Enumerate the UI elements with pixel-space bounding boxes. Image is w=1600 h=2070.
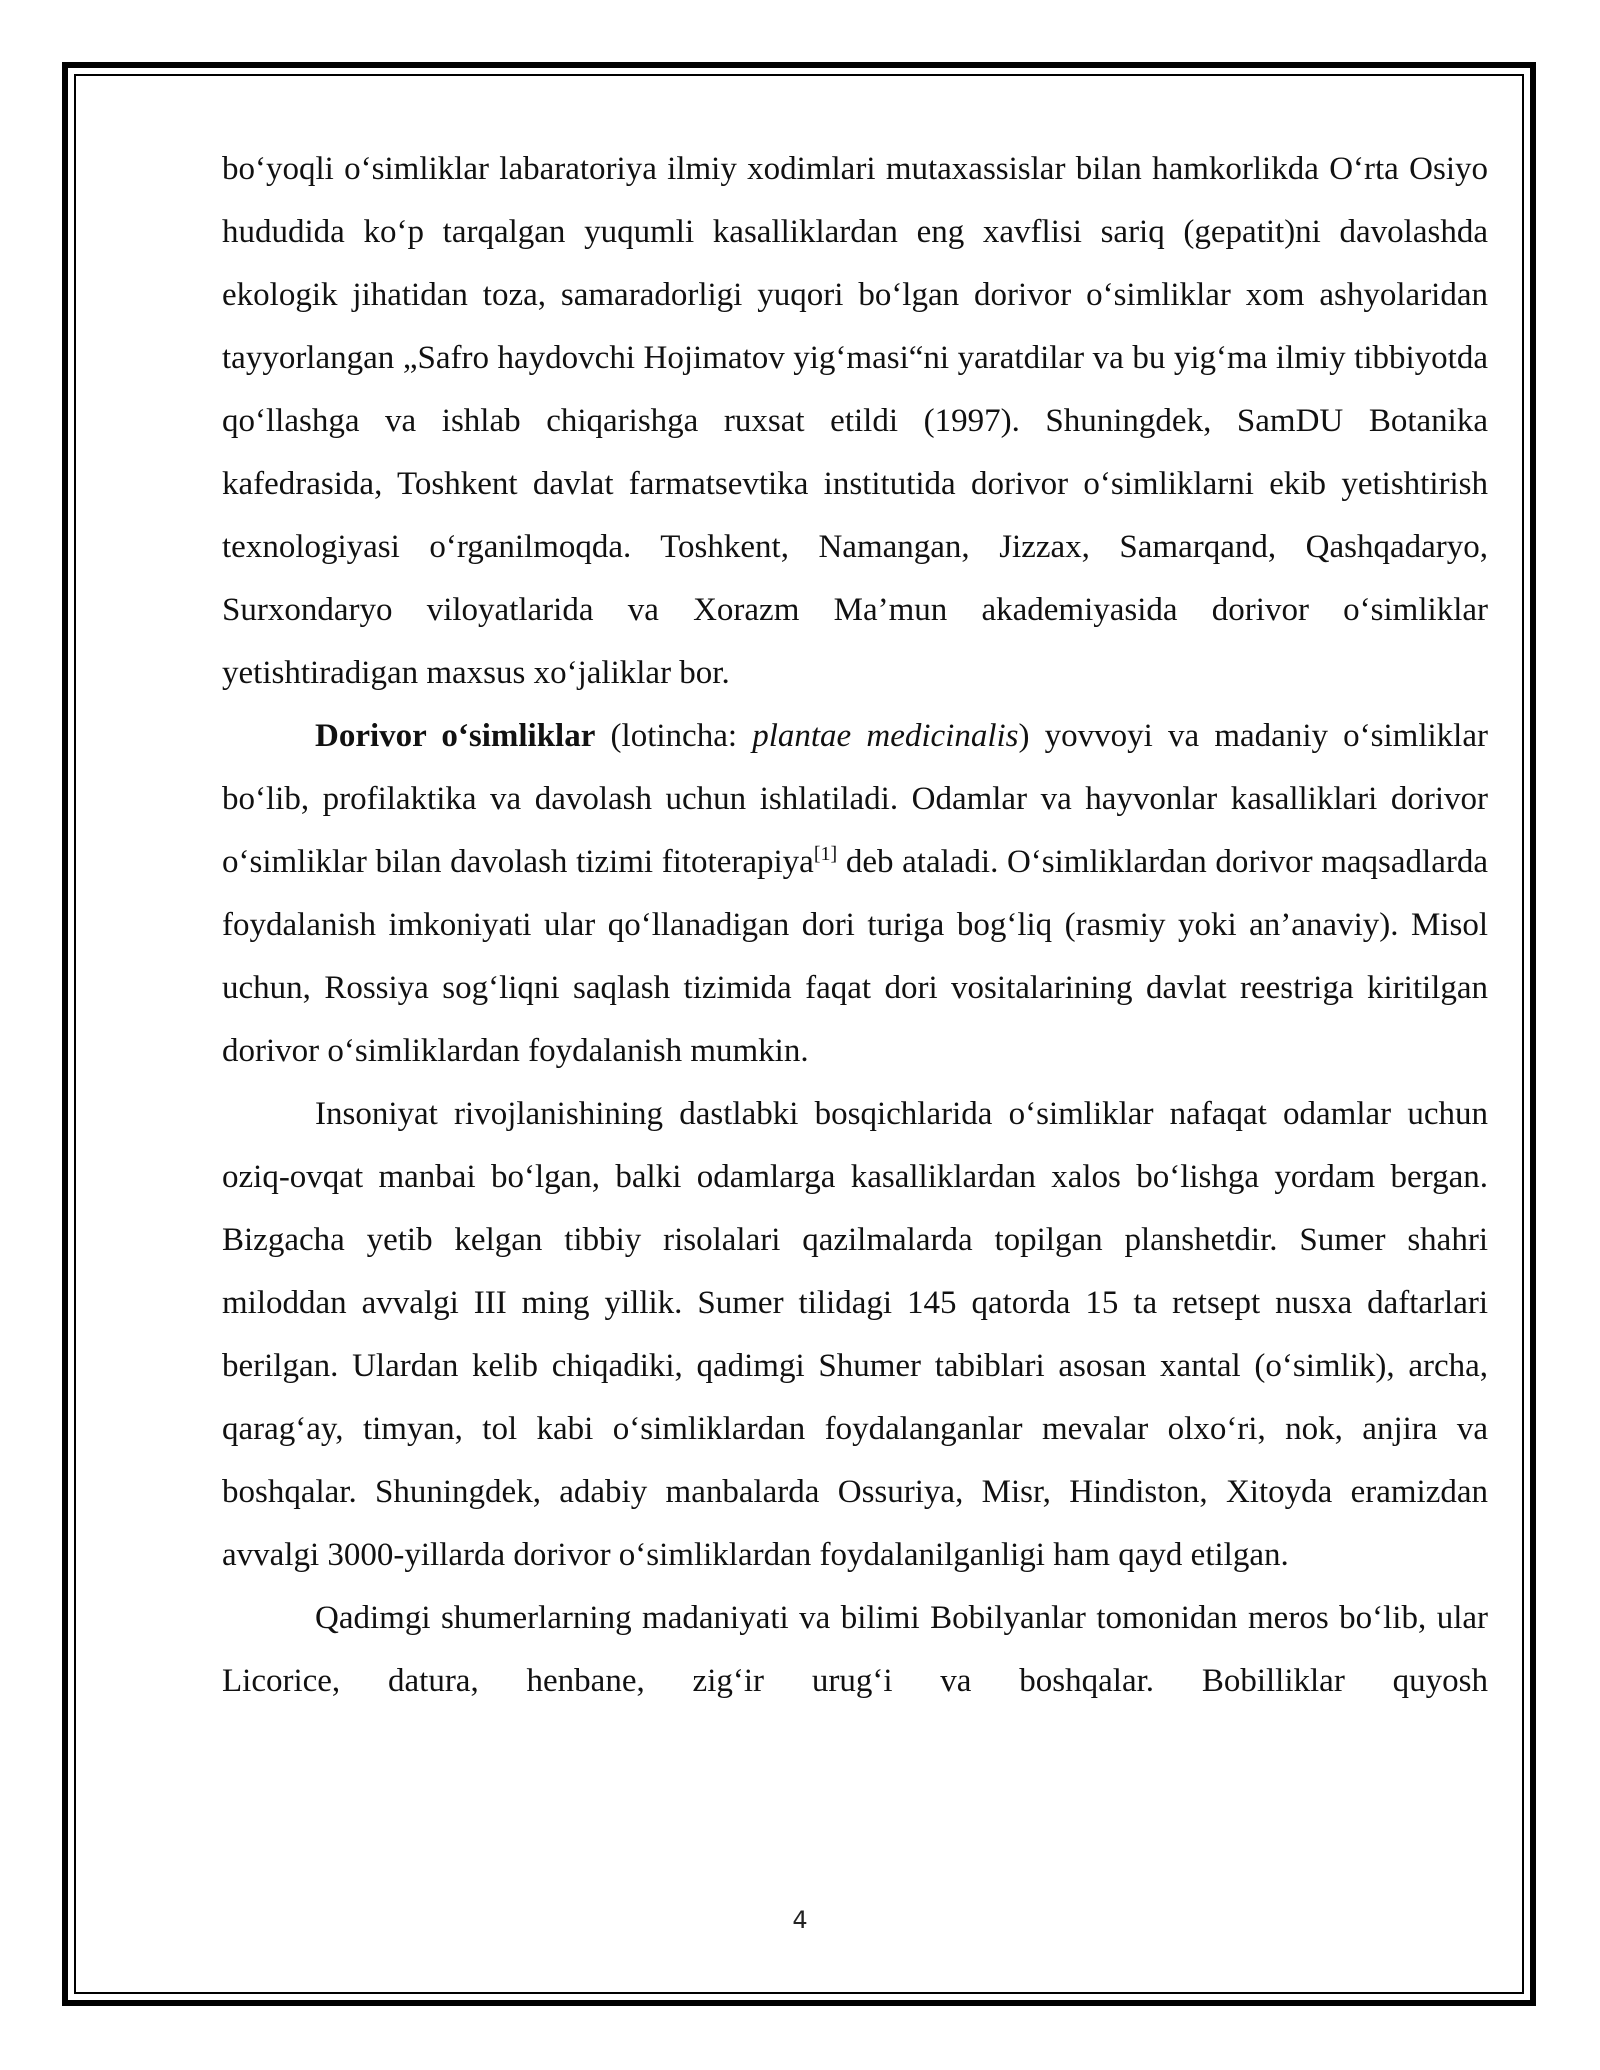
paragraph-2-text-c: deb ataladi. O‘simliklardan dorivor maqsadlarda foydalanish imkoniyati ular qo‘llanadigan dori turiga bog‘liq (rasmiy yoki an’anaviy). Misol uchun, Rossiya sog‘liqni saqlash tizimida faqat dori vositalarining davlat reestriga kiritilgan dorivor o‘simliklardan foydalanish mumkin. <box>222 844 1488 1069</box>
latin-term: plantae medicinalis <box>752 718 1019 754</box>
paragraph-2 <box>222 705 1488 1083</box>
term-bold: Dorivor o‘simliklar <box>315 718 596 754</box>
footnote-reference[interactable]: [1] <box>813 843 838 865</box>
paragraph-2-text-a: (lotincha: <box>595 718 753 754</box>
page-number: 4 <box>792 1906 808 1934</box>
paragraph-4: Qadimgi shumerlarning madaniyati va bilimi Bobilyanlar tomonidan meros bo‘lib, ular Licorice, datura, henbane, zig‘ir urug‘i va boshqalar. Bobilliklar quyosh <box>222 1600 1488 1699</box>
paragraph-3: Insoniyat rivojlanishining dastlabki bosqichlarida o‘simliklar nafaqat odamlar uchun oziq-ovqat manbai bo‘lgan, balki odamlarga kasalliklardan xalos bo‘lishga yordam bergan. Bizgacha yetib kelgan tibbiy risolalari qazilmalarda topilgan planshetdir. Sumer shahri miloddan avvalgi III ming yillik. Sumer tilidagi 145 qatorda 15 ta retsept nusxa daftarlari berilgan. Ulardan kelib chiqadiki, qadimgi Shumer tabiblari asosan xantal (o‘simlik), archa, qarag‘ay, timyan, tol kabi o‘simliklardan foydalanganlar mevalar olxo‘ri, nok, anjira va boshqalar. Shuningdek, adabiy manbalarda Ossuriya, Misr, Hindiston, Xitoyda eramizdan avvalgi 3000-yillarda dorivor o‘simliklardan foydalanilganligi ham qayd etilgan. <box>222 1096 1488 1573</box>
paragraph-1: bo‘yoqli o‘simliklar labaratoriya ilmiy xodimlari mutaxassislar bilan hamkorlikda O‘rta Osiyo hududida ko‘p tarqalgan yuqumli kasalliklardan eng xavflisi sariq (gepatit)ni davolashda ekologik jihatidan toza, samaradorligi yuqori bo‘lgan dorivor o‘simliklar xom ashyolaridan tayyorlangan „Safro haydovchi Hojimatov yig‘masi“ni yaratdilar va bu yig‘ma ilmiy tibbiyotda qo‘llashga va ishlab chiqarishga ruxsat etildi (1997). Shuningdek, SamDU Botanika kafedrasida, Toshkent davlat farmatsevtika institutida dorivor o‘simliklarni ekib yetishtirish texnologiyasi o‘rganilmoqda. Toshkent, Namangan, Jizzax, Samarqand, Qashqadaryo, Surxondaryo viloyatlarida va Xorazm Ma’mun akademiyasida dorivor o‘simliklar yetishtiradigan maxsus xo‘jaliklar bor. <box>222 151 1488 691</box>
paragraph-2-text-b: ) yovvoyi va madaniy o‘simliklar bo‘lib, profilaktika va davolash uchun ishlatiladi. Odamlar va hayvonlar kasalliklari dorivor o‘simliklar bilan davolash tizimi fitoterapiya <box>222 718 1488 880</box>
document-body <box>222 138 1488 1713</box>
